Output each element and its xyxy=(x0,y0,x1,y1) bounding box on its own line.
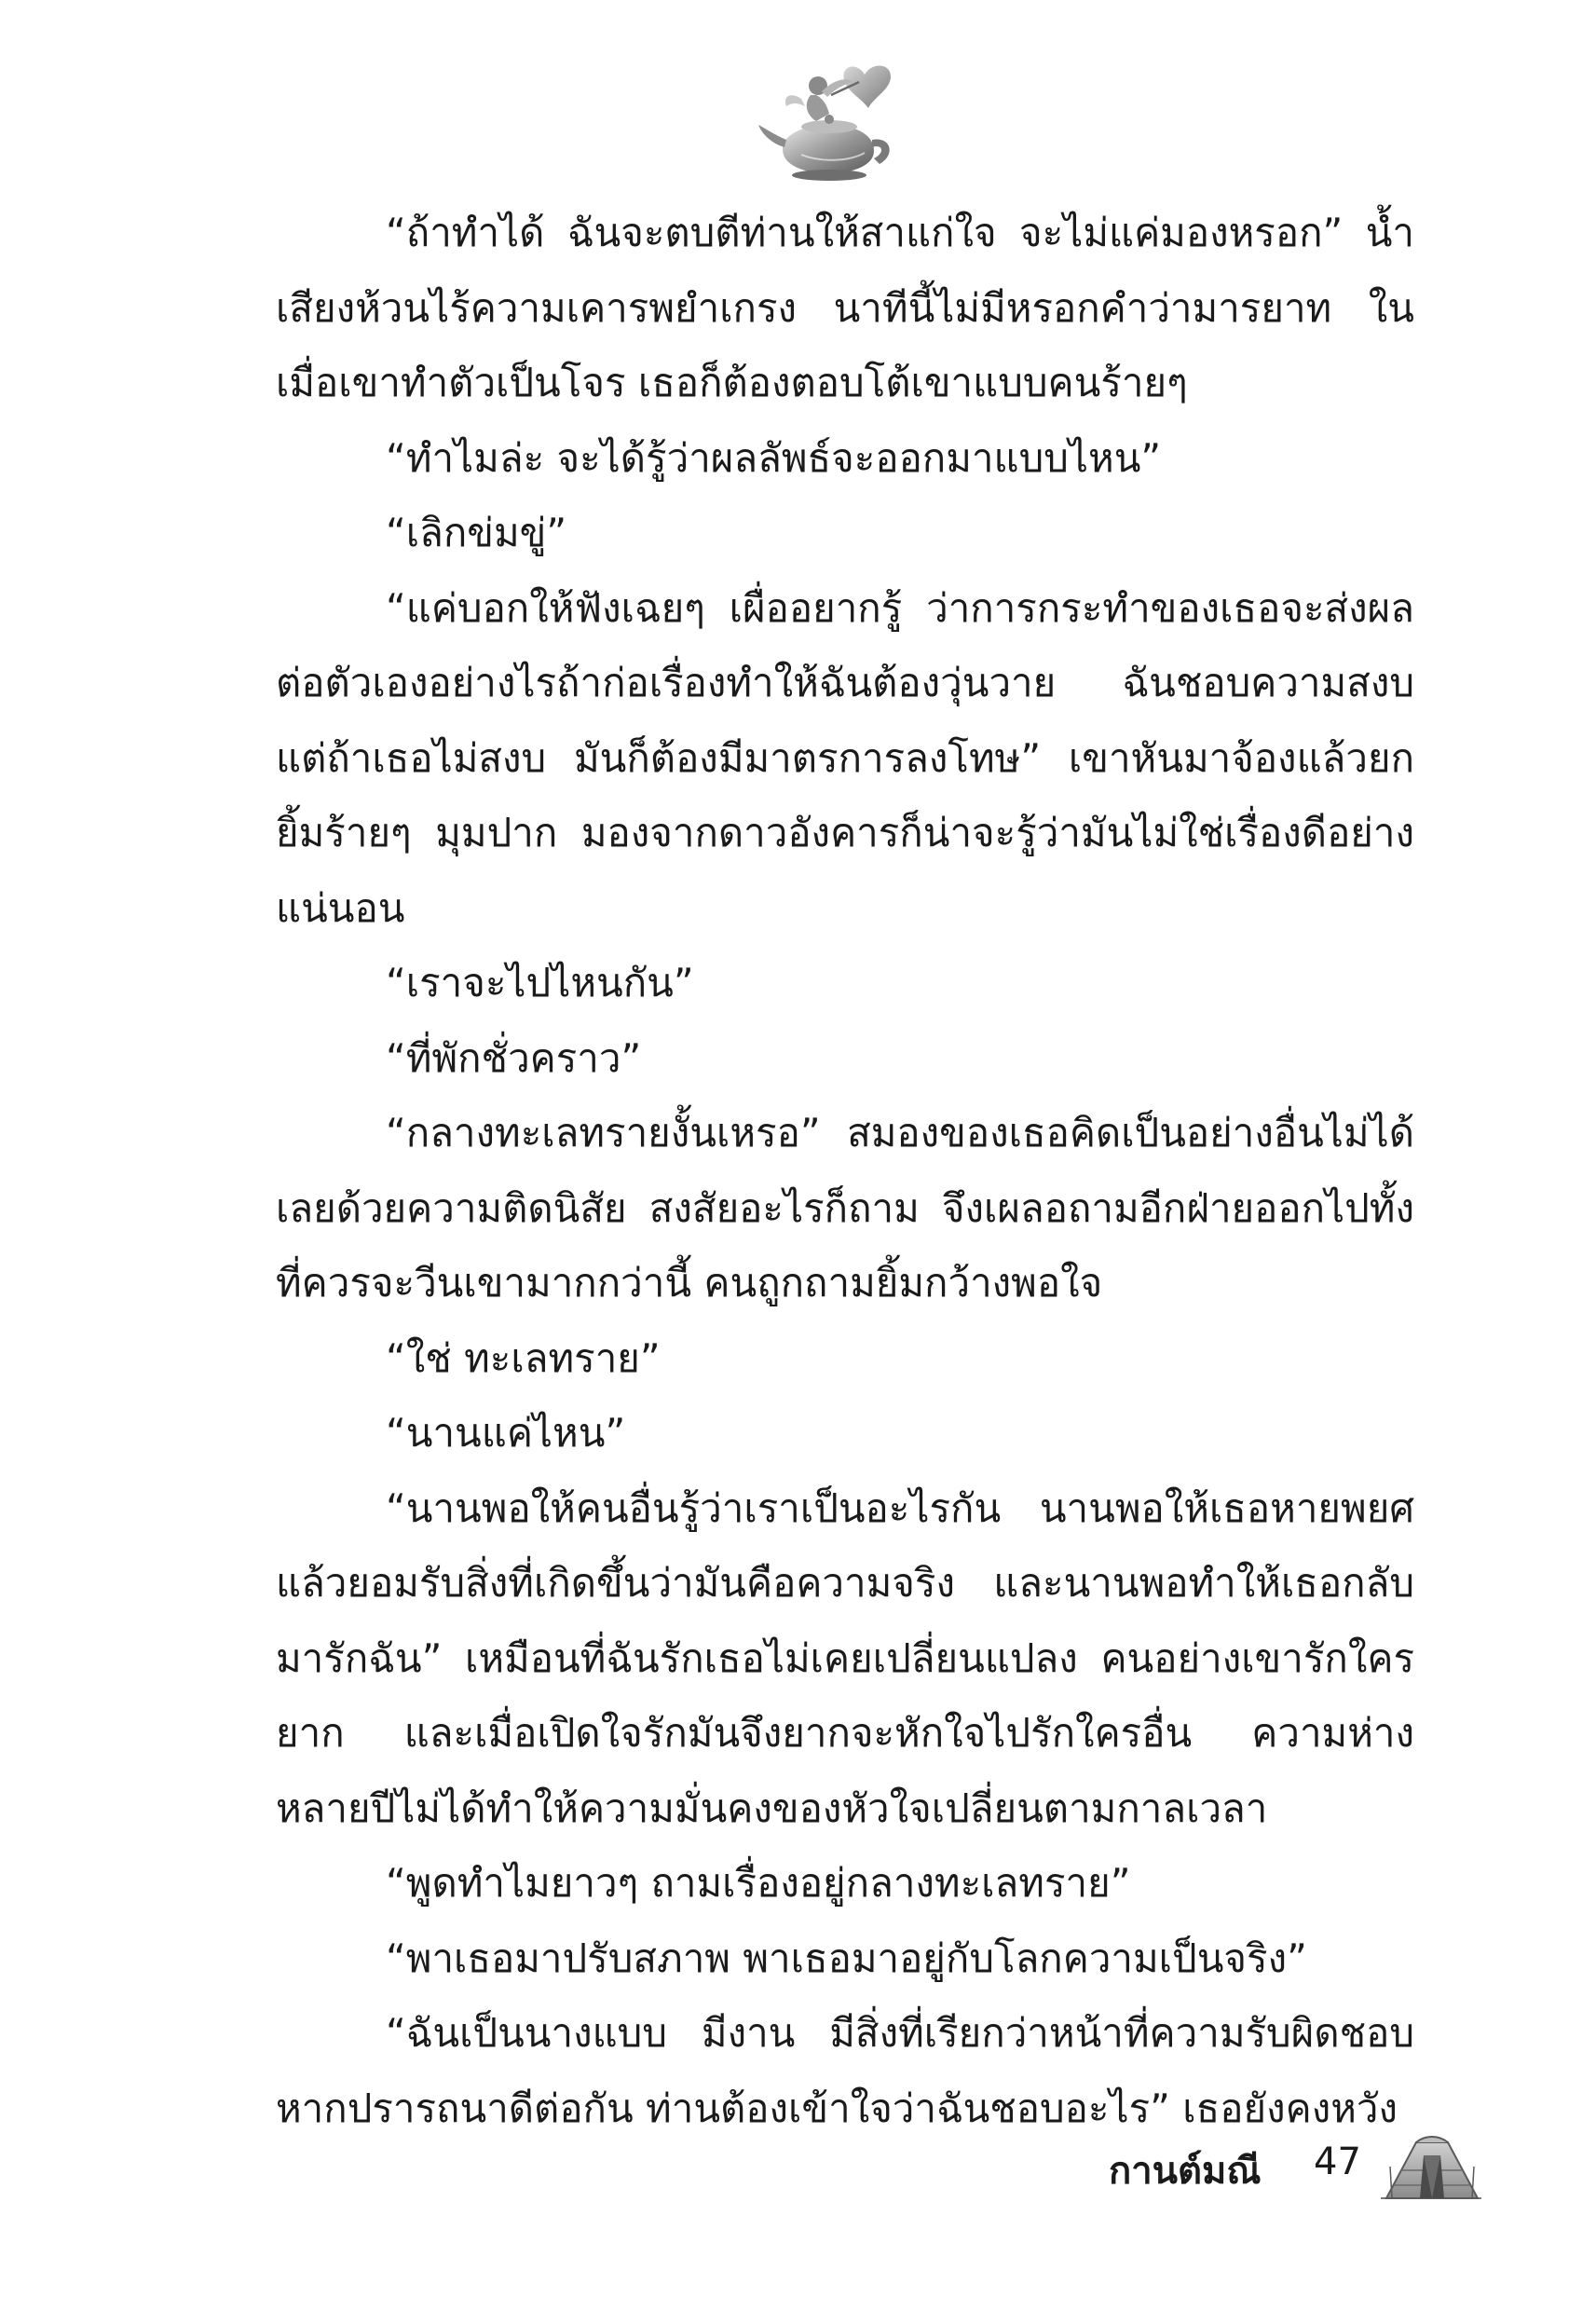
paragraph: “เลิกข่มขู่” xyxy=(386,510,567,555)
paragraph: “ทำไมล่ะ จะได้รู้ว่าผลลัพธ์จะออกมาแบบไหน” xyxy=(386,434,1162,481)
paragraph: “นานพอให้คนอื่นรู้ว่าเราเป็นอะไรกัน นานพอให้เธอหายพยศแล้วยอมรับสิ่งที่เกิดขึ้นว่ามันคือความจริง และนานพอทำให้เธอกลับมารักฉัน” เหมือนที่ฉันรักเธอไม่เคยเปลี่ยนแปลง คนอย่างเขารักใครยาก และเมื่อเปิดใจรักมันจึงยากจะหักใจไปรักใครอื่น ความห่างหลายปีไม่ได้ทำให้ความมั่นคงของหัวใจเปลี่ยนตามกาลเวลา xyxy=(276,1484,1414,1831)
body-text xyxy=(276,196,1414,2146)
book-title: กานต์มณี xyxy=(1109,2150,1262,2193)
paragraph: “พูดทำไมยาวๆ ถามเรื่องอยู่กลางทะเลทราย” xyxy=(386,1860,1131,1906)
paragraph: “พาเธอมาปรับสภาพ พาเธอมาอยู่กับโลกความเป็นจริง” xyxy=(386,1935,1307,1981)
paragraph: “ถ้าทำได้ ฉันจะตบตีท่านให้สาแก่ใจ จะไม่แค่มองหรอก” น้ำเสียงห้วนไร้ความเคารพยำเกรง นาทีนี้ไม่มีหรอกคำว่ามารยาท ในเมื่อเขาทำตัวเป็นโจร เธอก็ต้องตอบโต้เขาแบบคนร้ายๆ xyxy=(276,210,1414,405)
paragraph: “เราจะไปไหนกัน” xyxy=(386,960,694,1005)
paragraph: “ใช่ ทะเลทราย” xyxy=(386,1334,661,1381)
paragraph: “ที่พักชั่วคราว” xyxy=(386,1034,642,1081)
paragraph: “ฉันเป็นนางแบบ มีงาน มีสิ่งที่เรียกว่าหน้าที่ความรับผิดชอบ หากปรารถนาดีต่อกัน ท่านต้องเข้าใจว่าฉันชอบอะไร” เธอยังคงหวัง xyxy=(276,2010,1414,2131)
page-footer xyxy=(1099,2129,1472,2213)
paragraph: “กลางทะเลทรายงั้นเหรอ” สมองของเธอคิดเป็นอย่างอื่นไม่ได้เลยด้วยความติดนิสัย สงสัยอะไรก็ถาม จึงเผลอถามอีกฝ่ายออกไปทั้งที่ควรจะวีนเขามากกว่านี้ คนถูกถามยิ้มกว้างพอใจ xyxy=(276,1110,1414,1306)
teapot-cupid-ornament-icon xyxy=(755,54,908,194)
tent-icon xyxy=(1379,2129,1483,2204)
page-number: 47 xyxy=(1314,2140,1361,2183)
paragraph: “นานแค่ไหน” xyxy=(386,1410,626,1456)
paragraph: “แค่บอกให้ฟังเฉยๆ เผื่ออยากรู้ ว่าการกระทำของเธอจะส่งผลต่อตัวเองอย่างไรถ้าก่อเรื่องทำให้ฉันต้องวุ่นวาย ฉันชอบความสงบ แต่ถ้าเธอไม่สงบ มันก็ต้องมีมาตรการลงโทษ” เขาหันมาจ้องแล้วยกยิ้มร้ายๆ มุมปาก มองจากดาวอังคารก็น่าจะรู้ว่ามันไม่ใช่เรื่องดีอย่างแน่นอน xyxy=(276,584,1414,931)
